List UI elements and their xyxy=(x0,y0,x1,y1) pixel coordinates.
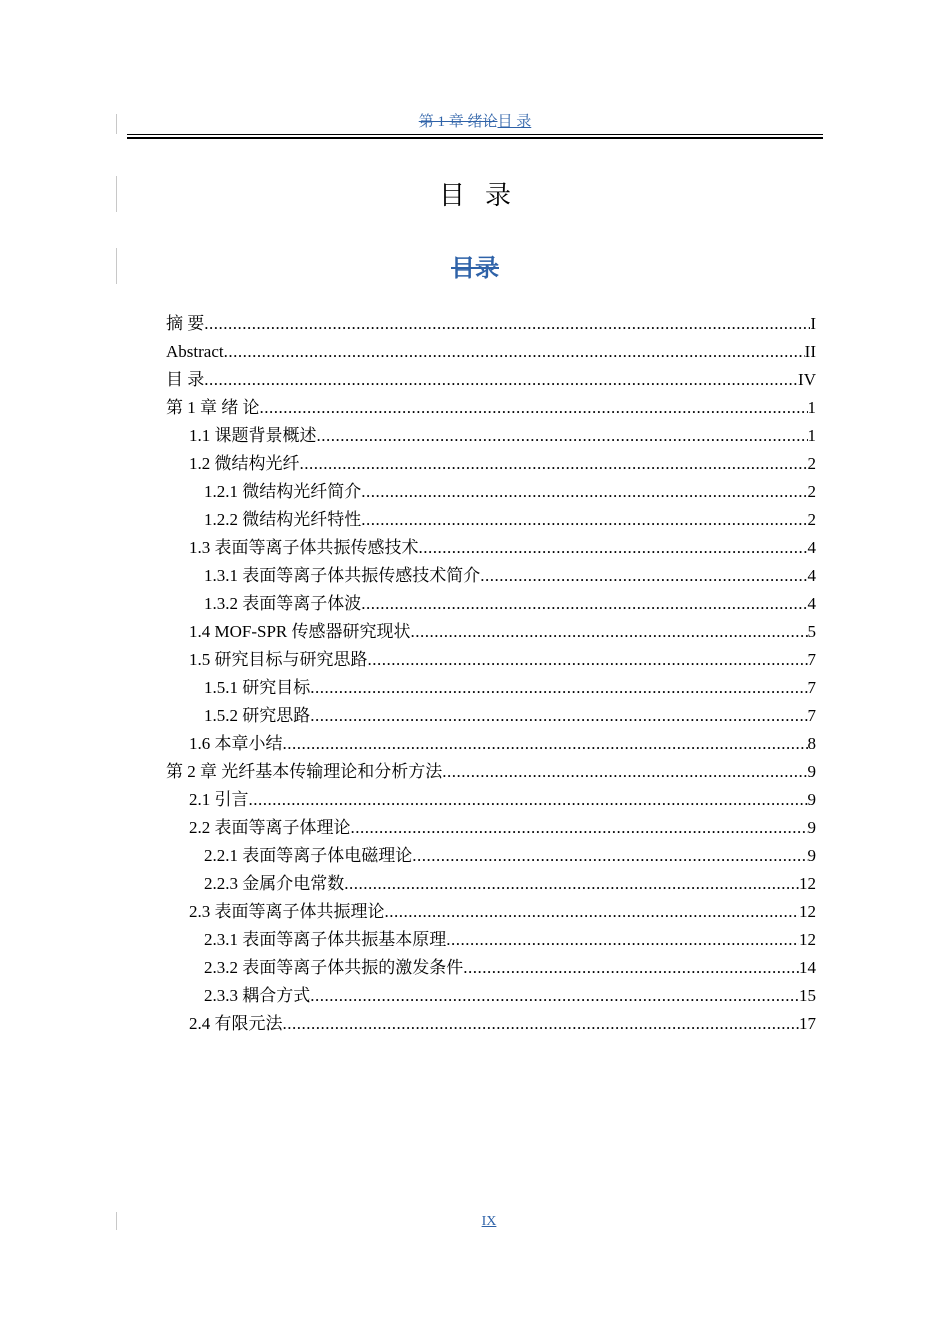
toc-entry-label: 目 录 xyxy=(166,370,205,389)
toc-leader-dots xyxy=(224,338,805,366)
toc-entry-page: IV xyxy=(798,370,816,389)
toc-leader-dots xyxy=(446,926,799,954)
toc-entry-page: II xyxy=(804,342,816,361)
toc-leader-dots xyxy=(361,590,807,618)
toc-entry-page: 2 xyxy=(807,454,816,473)
toc-entry[interactable] xyxy=(166,758,816,786)
toc-entry-page: 12 xyxy=(799,930,816,949)
toc-title: 目录 xyxy=(438,181,531,211)
toc-entry-label: 2.3.1 表面等离子体共振基本原理 xyxy=(204,930,447,949)
toc-entry-label: 第 2 章 光纤基本传输理论和分析方法 xyxy=(166,762,443,781)
header-deleted-text: 第 1 章 绪论 xyxy=(418,114,498,130)
toc-entry-page: 7 xyxy=(807,706,816,725)
footer-page-number: IX xyxy=(481,1214,497,1229)
toc-entry-label: 第 1 章 绪 论 xyxy=(166,398,260,417)
toc-entry-page: 9 xyxy=(807,818,816,837)
toc-entry-page: 9 xyxy=(807,790,816,809)
toc-leader-dots xyxy=(317,422,808,450)
toc-entry[interactable] xyxy=(166,870,816,898)
toc-entry-label: 2.2.1 表面等离子体电磁理论 xyxy=(204,846,413,865)
toc-leader-dots xyxy=(419,534,808,562)
toc-leader-dots xyxy=(283,730,808,758)
toc-entry-label: 1.5.1 研究目标 xyxy=(204,678,311,697)
toc-leader-dots xyxy=(385,898,800,926)
toc-entry-page: 9 xyxy=(807,762,816,781)
margin-marker xyxy=(116,248,117,284)
toc-entry-page: 5 xyxy=(807,622,816,641)
toc-entry[interactable] xyxy=(166,394,816,422)
toc-entry[interactable] xyxy=(166,786,816,814)
toc-entry[interactable] xyxy=(166,730,816,758)
header-rule xyxy=(127,134,823,139)
toc-entry-page: 17 xyxy=(799,1014,816,1033)
toc-entry-page: 7 xyxy=(807,678,816,697)
toc-leader-dots xyxy=(411,618,808,646)
toc-leader-dots xyxy=(463,954,799,982)
toc-leader-dots xyxy=(480,562,807,590)
toc-entry-page: 14 xyxy=(799,958,816,977)
toc-entry[interactable] xyxy=(166,366,816,394)
page-header xyxy=(127,112,823,132)
table-of-contents xyxy=(166,310,816,1038)
toc-entry-page: 12 xyxy=(799,902,816,921)
toc-entry-label: 2.3.2 表面等离子体共振的激发条件 xyxy=(204,958,464,977)
toc-leader-dots xyxy=(368,646,808,674)
toc-entry-page: 9 xyxy=(807,846,816,865)
toc-leader-dots xyxy=(204,366,798,394)
toc-leader-dots xyxy=(344,870,799,898)
toc-entry[interactable] xyxy=(166,562,816,590)
toc-entry-page: 7 xyxy=(807,650,816,669)
toc-entry-page: 12 xyxy=(799,874,816,893)
toc-entry-label: 1.3.2 表面等离子体波 xyxy=(204,594,362,613)
margin-marker xyxy=(116,176,117,212)
toc-entry-page: 4 xyxy=(807,538,816,557)
toc-entry-label: 1.4 MOF-SPR 传感器研究现状 xyxy=(189,622,411,641)
toc-leader-dots xyxy=(310,674,807,702)
toc-entry-page: 2 xyxy=(807,482,816,501)
toc-entry-label: 2.4 有限元法 xyxy=(189,1014,283,1033)
toc-entry-label: 1.5.2 研究思路 xyxy=(204,706,311,725)
toc-entry[interactable] xyxy=(166,450,816,478)
toc-entry-label: 2.3.3 耦合方式 xyxy=(204,986,311,1005)
toc-entry-page: I xyxy=(810,314,816,333)
toc-entry[interactable] xyxy=(166,926,816,954)
toc-entry[interactable] xyxy=(166,702,816,730)
toc-entry[interactable] xyxy=(166,310,816,338)
toc-entry-label: 2.2 表面等离子体理论 xyxy=(189,818,351,837)
toc-entry[interactable] xyxy=(166,646,816,674)
margin-marker xyxy=(116,1212,117,1230)
toc-entry-label: 1.6 本章小结 xyxy=(189,734,283,753)
toc-leader-dots xyxy=(412,842,807,870)
toc-entry-label: 1.3.1 表面等离子体共振传感技术简介 xyxy=(204,566,481,585)
toc-entry-label: 2.1 引言 xyxy=(189,790,249,809)
toc-entry-label: Abstract xyxy=(166,342,224,361)
toc-leader-dots xyxy=(442,758,807,786)
toc-entry[interactable] xyxy=(166,618,816,646)
toc-entry-label: 2.2.3 金属介电常数 xyxy=(204,874,345,893)
toc-entry-label: 1.2.1 微结构光纤简介 xyxy=(204,482,362,501)
toc-entry-label: 1.1 课题背景概述 xyxy=(189,426,317,445)
toc-entry[interactable] xyxy=(166,478,816,506)
toc-leader-dots xyxy=(283,1010,800,1038)
toc-entry[interactable] xyxy=(166,338,816,366)
toc-entry-label: 1.2 微结构光纤 xyxy=(189,454,300,473)
toc-entry-page: 1 xyxy=(807,398,816,417)
toc-entry[interactable] xyxy=(166,1010,816,1038)
toc-entry-page: 1 xyxy=(807,426,816,445)
toc-leader-dots xyxy=(249,786,808,814)
toc-entry[interactable] xyxy=(166,814,816,842)
toc-entry-label: 2.3 表面等离子体共振理论 xyxy=(189,902,385,921)
toc-entry[interactable] xyxy=(166,842,816,870)
toc-leader-dots xyxy=(361,506,807,534)
toc-entry-page: 8 xyxy=(807,734,816,753)
toc-leader-dots xyxy=(361,478,807,506)
toc-entry-page: 4 xyxy=(807,566,816,585)
toc-entry-page: 4 xyxy=(807,594,816,613)
toc-entry-page: 15 xyxy=(799,986,816,1005)
toc-entry-label: 1.2.2 微结构光纤特性 xyxy=(204,510,362,529)
toc-entry[interactable] xyxy=(166,534,816,562)
toc-leader-dots xyxy=(351,814,808,842)
margin-marker xyxy=(116,114,117,134)
toc-entry[interactable] xyxy=(166,590,816,618)
toc-leader-dots xyxy=(204,310,810,338)
toc-entry[interactable] xyxy=(166,898,816,926)
toc-entry[interactable] xyxy=(166,954,816,982)
toc-leader-dots xyxy=(310,702,807,730)
toc-entry[interactable] xyxy=(166,422,816,450)
toc-entry[interactable] xyxy=(166,674,816,702)
toc-entry-label: 摘 要 xyxy=(166,314,205,333)
toc-leader-dots xyxy=(260,394,808,422)
toc-entry-label: 1.3 表面等离子体共振传感技术 xyxy=(189,538,419,557)
header-inserted-text: 目 录 xyxy=(497,114,532,130)
toc-entry-page: 2 xyxy=(807,510,816,529)
toc-entry-label: 1.5 研究目标与研究思路 xyxy=(189,650,368,669)
toc-entry[interactable] xyxy=(166,506,816,534)
toc-title-deleted: 目录 xyxy=(451,254,499,282)
toc-entry[interactable] xyxy=(166,982,816,1010)
toc-leader-dots xyxy=(300,450,808,478)
toc-leader-dots xyxy=(310,982,799,1010)
